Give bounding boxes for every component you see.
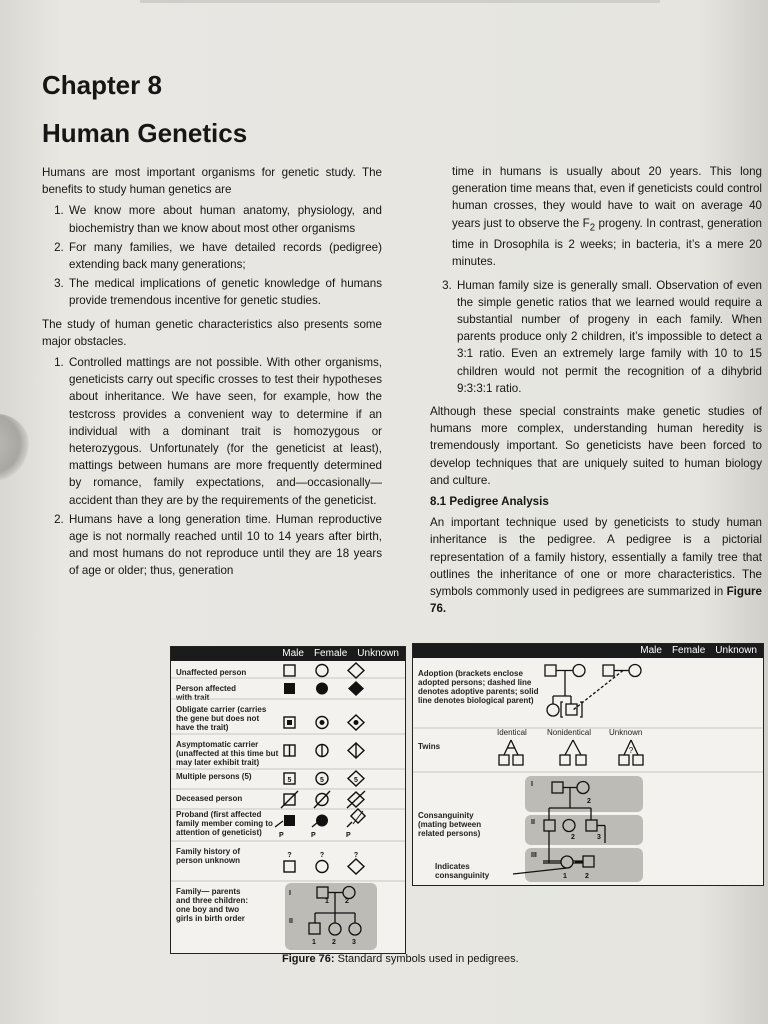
individual-number: 2 bbox=[345, 898, 349, 905]
proband-arrow bbox=[347, 822, 352, 827]
unknown-twin-symbol bbox=[619, 755, 629, 765]
bio-father-symbol bbox=[545, 665, 556, 676]
row-label-deceased: Deceased person bbox=[176, 794, 243, 803]
pedigree-text: An important technique used by geneticists to study human inheritance is the pedigree. A pedigree is a pictorial representation of a family history, essentially a family tree that outlines the inheritance of one or more characteristics. The symbols commonly used in pedigrees are summarized in bbox=[430, 516, 762, 598]
twin-unknown-mark: ? bbox=[628, 746, 634, 755]
row-label-family: Family— parents and three children: one boy and two girls in birth order bbox=[176, 887, 249, 923]
obstacle-item: 3. Human family size is generally small. Observation of even the simple genetic ratios that we learned would require a substantial number of progeny in each family. When parents produce only 2 children, it’s impossible to detect a 3:1 ratio. Even an extremely large family with 10 to 15 children would not permit the recognition of a dihybrid 9:3:3:1 ratio. bbox=[455, 277, 762, 397]
generation-label: I bbox=[289, 890, 291, 897]
individual-number: 2 bbox=[571, 834, 575, 841]
adopted-female-symbol bbox=[547, 704, 559, 716]
individual-number: 1 bbox=[312, 939, 316, 946]
gen-2-shaded bbox=[525, 815, 643, 845]
proband-arrow bbox=[275, 821, 283, 827]
proband-male-symbol bbox=[284, 815, 295, 826]
history-male-symbol bbox=[284, 861, 295, 872]
row-label-consanguinity: Consanguinity (mating between related persons) bbox=[418, 811, 482, 838]
unaffected-male-symbol bbox=[284, 665, 295, 676]
twin-type-unknown: Unknown bbox=[609, 728, 643, 737]
twin-type-nonidentical: Nonidentical bbox=[547, 728, 592, 737]
individual-number: 2 bbox=[332, 939, 336, 946]
generation-label: II bbox=[289, 918, 293, 925]
section-heading: 8.1 Pedigree Analysis bbox=[430, 494, 549, 508]
constraints-paragraph: Although these special constraints make genetic studies of humans more complex, understanding human heredity is tremendously important. So geneticists have been forced to develop techniques that are uniquely suited to human biology and culture. bbox=[430, 404, 762, 487]
right-column bbox=[430, 163, 762, 621]
pedigree-paragraph bbox=[430, 514, 762, 617]
twins-symbols bbox=[499, 740, 643, 765]
individual-number: 2 bbox=[587, 798, 591, 805]
adopted-male-symbol bbox=[566, 704, 577, 715]
adoptive-mother-symbol bbox=[629, 665, 641, 677]
obstacle-item: 1. Controlled mattings are not possible. With other organisms, geneticists carry out specific crosses to test their hypotheses about inheritance. We have seen, for example, how the testcross provides a convenient way to determine if an individual with a dominant trait is homozygous or heterozygous. Unfortunately (for the geneticist at least), mattings between humans are more frequently determined by romance, family expectations, and—occasionally—accident than they are by the requirements of the geneticist. bbox=[67, 354, 382, 509]
right-symbols-drawing bbox=[413, 658, 763, 885]
affected-female-symbol bbox=[316, 683, 328, 695]
question-mark-label: ? bbox=[319, 852, 325, 859]
male-header: Male bbox=[282, 648, 304, 659]
twin-type-identical: Identical bbox=[497, 728, 527, 737]
individual-number: 3 bbox=[352, 939, 356, 946]
adoption-pedigree bbox=[545, 665, 641, 718]
adoptive-father-symbol bbox=[603, 665, 614, 676]
left-symbols-drawing bbox=[171, 661, 405, 953]
benefit-item: 3. The medical implications of genetic knowledge of humans provide tremendous incentive for genetic studies. bbox=[67, 275, 382, 309]
unaffected-unknown-symbol bbox=[348, 663, 364, 678]
individual-number: 2 bbox=[585, 873, 589, 880]
multiple-count-label: 5 bbox=[287, 777, 292, 784]
question-mark-label: ? bbox=[287, 852, 292, 859]
male-header: Male bbox=[640, 645, 662, 656]
symbols-panel-right bbox=[412, 643, 764, 886]
column-header bbox=[413, 644, 763, 658]
history-female-symbol bbox=[316, 861, 328, 873]
figure-caption-text: Standard symbols used in pedigrees. bbox=[334, 953, 519, 965]
affected-unknown-symbol bbox=[348, 681, 364, 696]
proband-p-label: P bbox=[311, 832, 316, 839]
intro-paragraph: Humans are most important organisms for genetic study. The benefits to study human genetics are bbox=[42, 166, 382, 197]
row-label-twins: Twins bbox=[418, 742, 441, 751]
chapter-title: Human Genetics bbox=[42, 118, 248, 148]
unknown-header: Unknown bbox=[357, 648, 399, 659]
row-label-affected: Person affected with trait bbox=[176, 684, 237, 702]
left-column bbox=[42, 164, 382, 586]
unknown-header: Unknown bbox=[715, 645, 757, 656]
obstacle-item: 2. Humans have a long generation time. Human reproductive age is not normally reached until 10 to 14 years after birth, and most humans do not reproduce until they are 18 years of age or older; thus, generation bbox=[67, 511, 382, 580]
generation-label: I bbox=[531, 781, 533, 788]
unknown-twin-symbol bbox=[633, 755, 643, 765]
row-label-adoption: Adoption (brackets enclose adopted persons; dashed line denotes adoptive parents; solid line denotes biological parent) bbox=[418, 669, 539, 705]
individual-number: 3 bbox=[597, 834, 601, 841]
affected-male-symbol bbox=[284, 683, 295, 694]
symbols-panel-left bbox=[170, 646, 406, 954]
obligate-dot bbox=[287, 720, 292, 725]
row-label-proband: Proband (first affected family member coming to attention of geneticist) bbox=[176, 810, 273, 837]
page-edge bbox=[140, 0, 660, 3]
continuation-text: time in humans is usually about 20 years. This long generation time means that, even if geneticists could control human crosses, they would have to wait on average 40 years just to observe the F bbox=[452, 165, 762, 230]
column-header bbox=[171, 647, 405, 661]
individual-number: 1 bbox=[563, 873, 567, 880]
row-label-obligate-carrier: Obligate carrier (carries the gene but does not have the trait) bbox=[176, 705, 267, 732]
identical-twin-symbol bbox=[513, 755, 523, 765]
female-header: Female bbox=[313, 648, 348, 659]
individual-number: 1 bbox=[325, 898, 329, 905]
gen3-female-symbol bbox=[561, 856, 573, 868]
proband-female-symbol bbox=[316, 815, 328, 827]
row-label-multiple: Multiple persons (5) bbox=[176, 772, 252, 781]
gen-3-shaded bbox=[525, 848, 643, 882]
row-label-unaffected: Unaffected person bbox=[176, 668, 247, 677]
proband-p-label: P bbox=[346, 832, 351, 839]
nonidentical-twin-symbol bbox=[576, 755, 586, 765]
chapter-number: Chapter 8 bbox=[42, 70, 162, 100]
row-label-asymptomatic-carrier: Asymptomatic carrier (unaffected at this time but may later exhibit trait) bbox=[176, 740, 279, 767]
nonidentical-twin-symbol bbox=[560, 755, 570, 765]
female-header: Female bbox=[671, 645, 706, 656]
obstacle-2-continuation bbox=[430, 163, 762, 271]
row-label-family-history: Family history of person unknown bbox=[176, 847, 241, 865]
benefit-item: 1. We know more about human anatomy, physiology, and biochemistry than we know about most other organisms bbox=[67, 202, 382, 236]
history-unknown-symbol bbox=[348, 859, 364, 874]
generation-label: II bbox=[531, 819, 535, 826]
figure-reference: Figure 76. bbox=[430, 584, 762, 616]
obligate-dot bbox=[320, 720, 325, 725]
continuation-text: progeny. In contrast, generation time in Drosophila is 2 weeks; in bacteria, it’s a mere 20 minutes. bbox=[452, 216, 762, 269]
benefits-list bbox=[42, 202, 382, 309]
identical-twin-symbol bbox=[499, 755, 509, 765]
multiple-count-label: 5 bbox=[320, 777, 324, 784]
figure-caption-label: Figure 76: bbox=[282, 953, 335, 965]
figure-caption bbox=[282, 953, 519, 965]
bio-mother-symbol bbox=[573, 665, 585, 677]
benefit-item: 2. For many families, we have detailed records (pedigree) extending back many generations; bbox=[67, 239, 382, 273]
question-mark-label: ? bbox=[353, 852, 359, 859]
generation-label: III bbox=[531, 852, 537, 859]
obligate-dot bbox=[354, 720, 359, 725]
f2-subscript: 2 bbox=[589, 221, 596, 233]
obstacles-list-continued bbox=[430, 277, 762, 397]
obstacles-intro: The study of human genetic characteristics also presents some major obstacles. bbox=[42, 317, 382, 348]
obstacles-list bbox=[42, 354, 382, 580]
multiple-count-label: 5 bbox=[354, 777, 358, 784]
label-indicates-consanguinity: Indicates consanguinity bbox=[435, 862, 490, 880]
unaffected-female-symbol bbox=[316, 665, 328, 677]
proband-p-label: P bbox=[279, 832, 284, 839]
